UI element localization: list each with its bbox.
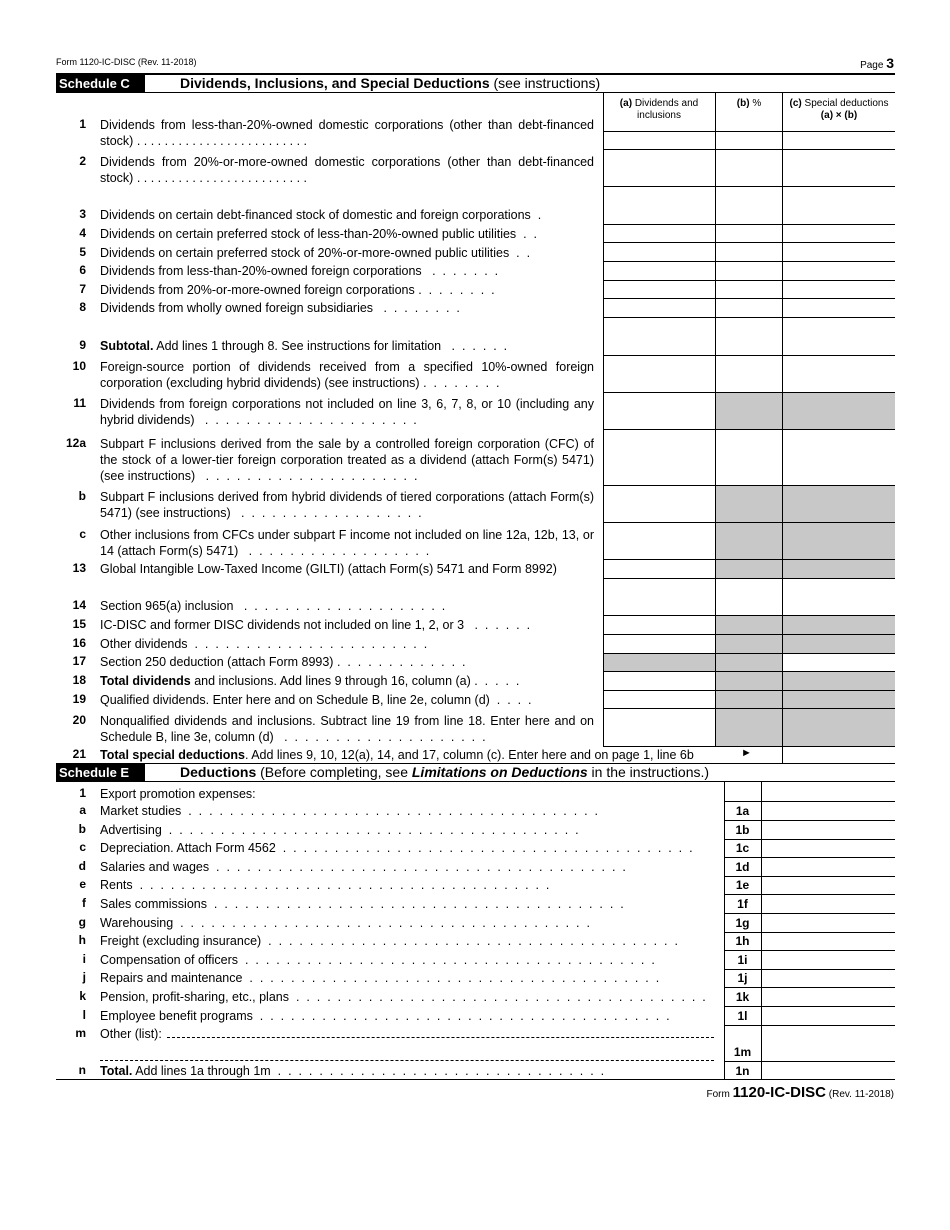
row-line [603, 634, 895, 635]
footer-rev: (Rev. 11-2018) [826, 1089, 894, 1100]
line-6-text: Dividends from less-than-20%-owned foreign corporations [100, 264, 422, 278]
col-b-text: % [752, 98, 762, 109]
line-9-text: Add lines 1 through 8. See instructions for limitation [153, 339, 442, 353]
schedule-c-tag: Schedule C [56, 75, 145, 92]
box-label-1d: 1d [735, 860, 750, 874]
shaded-cell [715, 615, 782, 634]
col-c-header [783, 98, 895, 122]
line-21-arrow-icon: ► [741, 747, 752, 759]
shaded-cell [782, 485, 895, 522]
line-1f-text: Sales commissions [100, 897, 207, 911]
line-20-text: Nonqualified dividends and inclusions. Subtract line 19 from line 18. Enter here and on Schedule B, line 3e, column (d) [100, 714, 594, 744]
shaded-cell [782, 708, 895, 746]
line-1g-text: Warehousing [100, 916, 174, 930]
line-1n-desc: Total. Add lines 1a through 1m . . . . . . . . . . . . . . . . . . . . . . . . . . . . . . . . [100, 1064, 605, 1078]
schedule-e-tag: Schedule E [56, 764, 145, 781]
line-1c-text: Depreciation. Attach Form 4562 [100, 841, 276, 855]
line-13-desc [100, 561, 594, 577]
col-a-left-line [603, 93, 604, 746]
line-1d-desc: Salaries and wages . . . . . . . . . . . . . . . . . . . . . . . . . . . . . . . . . . . . . . . . [100, 860, 626, 874]
schedule-e-title-post: in the instructions.) [587, 764, 710, 780]
line-12b-text: Subpart F inclusions derived from hybrid dividends of tiered corporations (attach Form(s) 5471) (see instructions) [100, 490, 594, 520]
schedule-e-title-bold: Deductions [180, 764, 257, 780]
line-6-num: 6 [79, 263, 86, 277]
shaded-cell [603, 653, 715, 671]
line-19-desc: Qualified dividends. Enter here and on Schedule B, line 2e, column (d) . . . . [100, 693, 532, 707]
line-1l-desc: Employee benefit programs . . . . . . . . . . . . . . . . . . . . . . . . . . . . . . . . . . . . . . . . [100, 1009, 670, 1023]
line-21-desc [100, 747, 740, 763]
shaded-cell [715, 671, 782, 690]
row-line [603, 578, 895, 579]
schedule-c-title-rest: (see instructions) [489, 75, 601, 91]
page-number [860, 55, 894, 71]
line-1i-desc: Compensation of officers . . . . . . . . . . . . . . . . . . . . . . . . . . . . . . . . . . . . . . . . [100, 953, 655, 967]
line-18-num: 18 [72, 673, 86, 687]
footer-form-id [707, 1084, 894, 1101]
box-label-1c: 1c [735, 841, 750, 855]
col-c-text: Special deductions [804, 98, 889, 109]
line-1g-letter: g [78, 915, 86, 929]
line-1h-letter: h [78, 933, 86, 947]
row-line [603, 298, 895, 299]
row-line [603, 522, 895, 523]
row-line [603, 708, 895, 709]
line-1b-desc: Advertising . . . . . . . . . . . . . . . . . . . . . . . . . . . . . . . . . . . . . . . . [100, 823, 579, 837]
line-1-num: 1 [79, 117, 86, 131]
line-1a-letter: a [79, 803, 86, 817]
line-16-text: Other dividends [100, 637, 188, 651]
shaded-cell [715, 522, 782, 559]
line-1i-letter: i [82, 952, 86, 966]
line-11-desc: Dividends from foreign corporations not included on line 3, 6, 7, 8, or 10 (including any hybrid dividends) . . . . . . . . . . . . . . . . . . . . . [100, 397, 594, 427]
shaded-cell [715, 708, 782, 746]
shaded-cell [782, 634, 895, 653]
line-4-num: 4 [79, 226, 86, 240]
shaded-cell [782, 559, 895, 578]
schedule-e-line-1-num: 1 [79, 786, 86, 800]
footer-form: 1120-IC-DISC [732, 1084, 826, 1101]
row-line [603, 485, 895, 486]
line-21-text: . Add lines 9, 10, 12(a), 14, and 17, column (c). Enter here and on page 1, line 6b [244, 748, 694, 762]
line-17-num: 17 [72, 654, 86, 668]
col-a-bold: (a) [619, 98, 633, 109]
line-15-desc: IC-DISC and former DISC dividends not included on line 1, 2, or 3 . . . . . . [100, 618, 531, 632]
line-18-bold: Total dividends [100, 674, 191, 688]
line-5-text: Dividends on certain preferred stock of 20%-or-more-owned public utilities [100, 246, 510, 260]
line-8-num: 8 [79, 300, 86, 314]
line-14-num: 14 [72, 598, 86, 612]
row-line [603, 671, 895, 672]
line-1m-letter: m [75, 1026, 86, 1040]
line-9-bold: Subtotal. [100, 339, 154, 353]
line-12c-desc: Other inclusions from CFCs under subpart F income not included on line 12a, 12b, 13, or 14 (attach Form(s) 5471) . . . . . . . . . . . . . . . . . . [100, 528, 594, 558]
line-1-desc: Dividends from less-than-20%-owned domestic corporations (other than debt-financed stock) . . . . . . . . . . . . . . . . . . . . . . . . . [100, 118, 594, 148]
row-line [603, 242, 895, 243]
row-line [724, 857, 895, 858]
row-line [724, 1006, 895, 1007]
row-line [724, 801, 895, 802]
box-label-1a: 1a [735, 804, 750, 818]
shaded-cell [782, 690, 895, 708]
line-13-num: 13 [72, 561, 86, 575]
schedule-c-title-bold: Dividends, Inclusions, and Special Deductions [180, 75, 490, 91]
line-1j-text: Repairs and maintenance [100, 971, 243, 985]
line-20-num: 20 [72, 713, 86, 727]
line-19-num: 19 [72, 692, 86, 706]
line-4-desc: Dividends on certain preferred stock of less-than-20%-owned public utilities . . [100, 227, 538, 241]
schedule-e-title [180, 764, 709, 781]
line-1k-letter: k [79, 989, 86, 1003]
col-a-text: Dividends and inclusions [634, 98, 699, 121]
row-line [603, 392, 895, 393]
shaded-cell [715, 559, 782, 578]
line-7-text: Dividends from 20%-or-more-owned foreign corporations [100, 283, 415, 297]
line-17-text: Section 250 deduction (attach Form 8993) [100, 655, 334, 669]
line-21-num: 21 [72, 747, 86, 761]
shaded-cell [715, 485, 782, 522]
line-9-num: 9 [79, 338, 86, 352]
row-line [603, 186, 895, 187]
col-b-bold: (b) [736, 98, 750, 109]
line-18-desc: Total dividends and inclusions. Add lines 9 through 16, column (a) . . . . . [100, 674, 520, 688]
line-16-desc: Other dividends . . . . . . . . . . . . . . . . . . . . . . . [100, 637, 428, 651]
row-line [603, 355, 895, 356]
row-line [724, 1061, 895, 1062]
line-8-desc: Dividends from wholly owned foreign subsidiaries . . . . . . . . [100, 301, 460, 315]
line-11-text: Dividends from foreign corporations not included on line 3, 6, 7, 8, or 10 (including any hybrid dividends) [100, 397, 594, 427]
line-1b-letter: b [78, 822, 86, 836]
col-b-header [716, 98, 782, 110]
line-1a-text: Market studies [100, 804, 182, 818]
box-label-1g: 1g [735, 916, 750, 930]
line-1j-desc: Repairs and maintenance . . . . . . . . . . . . . . . . . . . . . . . . . . . . . . . . . . . . . . . . [100, 971, 660, 985]
line-3-text: Dividends on certain debt-financed stock of domestic and foreign corporations [100, 208, 531, 222]
box-label-1e: 1e [735, 878, 750, 892]
col-c-bold: (c) [789, 98, 802, 109]
line-13-text: Global Intangible Low-Taxed Income (GILTI) (attach Form(s) 5471 and Form 8992) [100, 562, 557, 576]
line-16-num: 16 [72, 636, 86, 650]
line-5-num: 5 [79, 245, 86, 259]
line-7-desc: Dividends from 20%-or-more-owned foreign corporations . . . . . . . . [100, 283, 495, 297]
box-label-1l: 1l [737, 1009, 748, 1023]
box-label-1f: 1f [737, 897, 748, 911]
line-15-num: 15 [72, 617, 86, 631]
row-line [724, 950, 895, 951]
shaded-cell [782, 392, 895, 429]
box-label-1k: 1k [735, 990, 750, 1004]
line-10-text: Foreign-source portion of dividends received from a specified 10%-owned foreign corporation (excluding hybrid dividends) (see instructions) [100, 360, 594, 390]
row-line [724, 839, 895, 840]
line-14-text: Section 965(a) inclusion [100, 599, 234, 613]
line-18-text: and inclusions. Add lines 9 through 16, column (a) [190, 674, 471, 688]
row-line [724, 913, 895, 914]
line-19-text: Qualified dividends. Enter here and on Schedule B, line 2e, column (d) [100, 693, 490, 707]
line-1c-letter: c [79, 840, 86, 854]
schedule-c-title [180, 75, 600, 92]
line-1i-text: Compensation of officers [100, 953, 239, 967]
row-line [603, 131, 895, 132]
page-label: Page [860, 60, 884, 71]
shaded-cell [715, 653, 782, 671]
line-15-text: IC-DISC and former DISC dividends not included on line 1, 2, or 3 [100, 618, 465, 632]
col-b-left-line [715, 93, 716, 746]
line-7-num: 7 [79, 282, 86, 296]
line-1h-desc: Freight (excluding insurance) . . . . . . . . . . . . . . . . . . . . . . . . . . . . . . . . . . . . . . . . [100, 934, 678, 948]
row-line [603, 429, 895, 430]
schedule-e-title-pre: (Before completing, see [256, 764, 412, 780]
box-label-1n: 1n [735, 1064, 750, 1078]
row-line [724, 932, 895, 933]
line-1l-text: Employee benefit programs [100, 1009, 253, 1023]
line-1d-letter: d [78, 859, 86, 873]
schedule-e-rule [56, 781, 895, 782]
row-line [724, 820, 895, 821]
line-12b-desc: Subpart F inclusions derived from hybrid dividends of tiered corporations (attach Form(s) 5471) (see instructions) . . . . . . . . . . . . . . . . . . [100, 490, 594, 520]
other-list-line-1 [167, 1037, 714, 1038]
line-1e-text: Rents [100, 878, 133, 892]
line-5-desc: Dividends on certain preferred stock of 20%-or-more-owned public utilities . . [100, 246, 531, 260]
line-12c-num: c [79, 527, 86, 541]
line-1h-text: Freight (excluding insurance) [100, 934, 262, 948]
schedule-e-bottom-rule [56, 1079, 895, 1080]
row-line [724, 876, 895, 877]
row-line [724, 894, 895, 895]
line-14-desc: Section 965(a) inclusion . . . . . . . . . . . . . . . . . . . . [100, 599, 446, 613]
row-line [724, 987, 895, 988]
row-line [603, 615, 895, 616]
shaded-cell [782, 615, 895, 634]
line-1n-letter: n [78, 1063, 86, 1077]
line-12c-text: Other inclusions from CFCs under subpart F income not included on line 12a, 12b, 13, or 14 (attach Form(s) 5471) [100, 528, 594, 558]
box-label-1m: 1m [733, 1045, 752, 1059]
schedule-e-line-1-desc: Export promotion expenses: [100, 787, 256, 801]
line-1g-desc: Warehousing . . . . . . . . . . . . . . . . . . . . . . . . . . . . . . . . . . . . . . . . [100, 916, 590, 930]
line-1c-desc: Depreciation. Attach Form 4562 . . . . . . . . . . . . . . . . . . . . . . . . . . . . . . . . . . . . . . . . [100, 841, 693, 855]
line-1j-letter: j [82, 970, 86, 984]
shaded-cell [715, 634, 782, 653]
box-label-1i: 1i [737, 953, 748, 967]
line-17-desc: Section 250 deduction (attach Form 8993) . . . . . . . . . . . . . [100, 655, 466, 669]
box-label-1j: 1j [737, 971, 748, 985]
row-line [603, 317, 895, 318]
line-9-desc: Subtotal. Add lines 1 through 8. See instructions for limitation . . . . . . [100, 339, 508, 353]
row-line [603, 280, 895, 281]
line-1f-letter: f [82, 896, 86, 910]
line-1e-desc: Rents . . . . . . . . . . . . . . . . . . . . . . . . . . . . . . . . . . . . . . . . [100, 878, 550, 892]
line-2-text: Dividends from 20%-or-more-owned domestic corporations (other than debt-financed stock) [100, 155, 594, 185]
line-1-text: Dividends from less-than-20%-owned domestic corporations (other than debt-financed stock) [100, 118, 594, 148]
line-12b-num: b [78, 489, 86, 503]
row-line [603, 653, 895, 654]
line-4-text: Dividends on certain preferred stock of less-than-20%-owned public utilities [100, 227, 517, 241]
shaded-cell [782, 671, 895, 690]
line-12a-text: Subpart F inclusions derived from the sale by a controlled foreign corporation (CFC) of the stock of a lower-tier foreign corporation treated as a dividend (attach Form(s) 5471) (see instructions) [100, 437, 594, 483]
form-id: Form 1120-IC-DISC (Rev. 11-2018) [56, 57, 197, 67]
line-1k-text: Pension, profit-sharing, etc., plans [100, 990, 289, 1004]
box-label-1h: 1h [735, 934, 750, 948]
line-1e-letter: e [79, 877, 86, 891]
line-21-bold: Total special deductions [100, 748, 245, 762]
line-6-desc: Dividends from less-than-20%-owned foreign corporations . . . . . . . [100, 264, 499, 278]
row-line [603, 149, 895, 150]
line-12a-desc: Subpart F inclusions derived from the sale by a controlled foreign corporation (CFC) of the stock of a lower-tier foreign corporation treated as a dividend (attach Form(s) 5471) (see instructions) . . . . . . . . . . . . . . . . . . . . . [100, 437, 594, 483]
shaded-cell [782, 522, 895, 559]
line-1a-desc: Market studies . . . . . . . . . . . . . . . . . . . . . . . . . . . . . . . . . . . . . . . . [100, 804, 599, 818]
page-number-value: 3 [886, 55, 894, 71]
line-1m-desc: Other (list): [100, 1027, 162, 1041]
col-c-left-line [782, 93, 783, 763]
line-10-desc: Foreign-source portion of dividends received from a specified 10%-owned foreign corporation (excluding hybrid dividends) (see instructions) . . . . . . . . [100, 360, 594, 390]
col-c-formula: (a) × (b) [820, 110, 858, 121]
line-3-num: 3 [79, 207, 86, 221]
row-line [724, 969, 895, 970]
row-line [603, 224, 895, 225]
row-line [603, 261, 895, 262]
footer-pre: Form [706, 1089, 733, 1100]
row-line [603, 559, 895, 560]
line-2-desc: Dividends from 20%-or-more-owned domestic corporations (other than debt-financed stock) . . . . . . . . . . . . . . . . . . . . . . . . . [100, 155, 594, 185]
line-12a-num: 12a [65, 436, 86, 450]
line-8-text: Dividends from wholly owned foreign subsidiaries [100, 301, 374, 315]
line-2-num: 2 [79, 154, 86, 168]
row-line [724, 1025, 895, 1026]
schedule-c-rule [56, 92, 895, 93]
line-11-num: 11 [73, 396, 86, 410]
line-1b-text: Advertising [100, 823, 162, 837]
line-1n-bold: Total. [100, 1064, 133, 1078]
shaded-cell [715, 392, 782, 429]
line-1f-desc: Sales commissions . . . . . . . . . . . . . . . . . . . . . . . . . . . . . . . . . . . . . . . . [100, 897, 624, 911]
line-1d-text: Salaries and wages [100, 860, 210, 874]
line-3-desc: Dividends on certain debt-financed stock of domestic and foreign corporations . [100, 208, 542, 222]
line-1l-letter: l [82, 1008, 86, 1022]
other-list-line-2 [100, 1060, 714, 1061]
schedule-e-title-italic: Limitations on Deductions [411, 764, 588, 780]
line-10-num: 10 [72, 359, 86, 373]
row-line [603, 690, 895, 691]
line-1n-text: Add lines 1a through 1m [132, 1064, 271, 1078]
box-label-1b: 1b [735, 823, 750, 837]
line-1k-desc: Pension, profit-sharing, etc., plans . . . . . . . . . . . . . . . . . . . . . . . . . . . . . . . . . . . . . . . . [100, 990, 706, 1004]
col-a-header [604, 98, 714, 122]
shaded-cell [715, 690, 782, 708]
value-left-line [761, 782, 762, 1079]
line-20-desc: Nonqualified dividends and inclusions. Subtract line 19 from line 18. Enter here and on Schedule B, line 3e, column (d) . . . . . . . . . . . . . . . . . . . . [100, 714, 594, 744]
